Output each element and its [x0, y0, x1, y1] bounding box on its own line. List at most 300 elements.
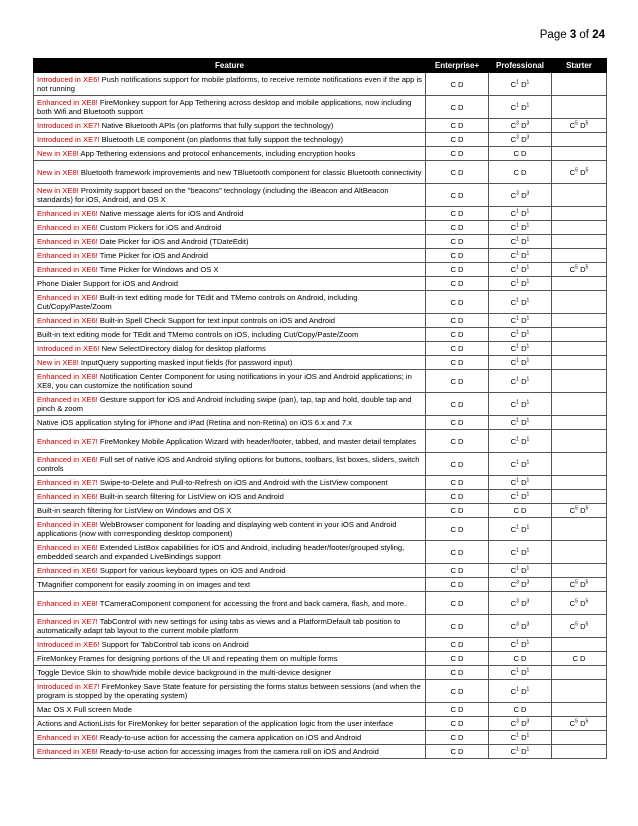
starter-d-letter: D	[580, 506, 586, 515]
starter-c-letter: C	[569, 506, 576, 515]
release-tag: Enhanced in XE6!	[37, 223, 98, 232]
table-row	[34, 207, 607, 221]
feature-cell	[34, 518, 426, 541]
professional-cell	[489, 235, 552, 249]
professional-c-footnote: 1	[516, 329, 519, 336]
professional-d-letter: D	[521, 316, 527, 325]
starter-cell	[552, 184, 607, 207]
professional-c-letter: C	[510, 478, 517, 487]
starter-d-letter: D	[580, 580, 586, 589]
professional-c-letter: C	[510, 344, 517, 353]
feature-cell	[34, 731, 426, 745]
release-tag: Enhanced in XE8!	[37, 520, 98, 529]
release-tag: New in XE8!	[37, 186, 79, 195]
enterprise-value: C D	[450, 654, 464, 663]
release-tag: Enhanced in XE6!	[37, 455, 98, 464]
professional-d-footnote: 1	[526, 667, 530, 674]
feature-text: Toggle Device Skin to show/hide mobile device background in the multi-device designer	[37, 668, 332, 677]
starter-cell	[552, 370, 607, 393]
table-row	[34, 119, 607, 133]
feature-cell	[34, 666, 426, 680]
release-tag: Enhanced in XE6!	[37, 733, 98, 742]
professional-c-footnote: 1	[516, 78, 519, 85]
table-row	[34, 490, 607, 504]
feature-cell	[34, 592, 426, 615]
professional-cell	[489, 184, 552, 207]
feature-text: Native message alerts for iOS and Android	[97, 209, 244, 218]
professional-c-footnote: 1	[516, 101, 519, 108]
enterprise-cell	[426, 578, 489, 592]
professional-cell	[489, 652, 552, 666]
enterprise-value: C D	[450, 524, 464, 534]
professional-c-letter: C	[510, 223, 517, 232]
professional-d-footnote: 1	[526, 250, 530, 257]
professional-cell	[489, 161, 552, 184]
feature-text: New SelectDirectory dialog for desktop platforms	[99, 344, 266, 353]
enterprise-cell	[426, 638, 489, 652]
feature-cell	[34, 147, 426, 161]
enterprise-value: C D	[450, 316, 464, 325]
enterprise-cell	[426, 680, 489, 703]
enterprise-cell	[426, 249, 489, 263]
starter-cell	[552, 328, 607, 342]
enterprise-value: C D	[450, 265, 464, 274]
enterprise-value: C D	[450, 376, 464, 386]
professional-d-letter: D	[521, 492, 527, 501]
release-tag: Introduced in XE6!	[37, 640, 100, 649]
feature-cell	[34, 541, 426, 564]
professional-d-letter: D	[521, 376, 527, 386]
professional-cell	[489, 147, 552, 161]
enterprise-value: C D	[450, 297, 464, 307]
professional-c-footnote: 1	[516, 236, 519, 243]
enterprise-cell	[426, 541, 489, 564]
release-tag: Enhanced in XE7!	[37, 617, 98, 626]
feature-cell	[34, 393, 426, 416]
table-row	[34, 416, 607, 430]
professional-cell	[489, 615, 552, 638]
starter-c-footnote: 5	[575, 264, 578, 271]
feature-text: FireMonkey Mobile Application Wizard with header/footer, tabbed, and master detail templates	[97, 436, 417, 446]
starter-cell	[552, 578, 607, 592]
professional-c-letter: C	[510, 209, 517, 218]
professional-d-letter: D	[521, 237, 527, 246]
professional-c-letter: C	[510, 330, 517, 339]
professional-d-letter: D	[521, 251, 527, 260]
enterprise-value: C D	[450, 149, 464, 158]
enterprise-value: C D	[450, 79, 464, 89]
professional-c-footnote: 1	[516, 250, 519, 257]
feature-text: TMagnifier component for easily zooming in on images and text	[37, 580, 251, 589]
starter-cell	[552, 263, 607, 277]
professional-c-letter: C	[510, 135, 517, 144]
release-tag: Enhanced in XE6!	[37, 316, 98, 325]
professional-c-letter: C	[510, 251, 517, 260]
enterprise-value: C D	[450, 251, 464, 260]
starter-c-footnote: 5	[575, 166, 578, 173]
professional-c-footnote: 3	[516, 134, 519, 141]
feature-cell	[34, 342, 426, 356]
professional-c-footnote: 1	[516, 222, 519, 229]
table-row	[34, 370, 607, 393]
starter-d-footnote: 5	[585, 264, 589, 271]
enterprise-value: C D	[450, 705, 464, 714]
feature-text: FireMonkey Save State feature for persisting the forms status between sessions (and when the program is stopped by the operating system)	[37, 682, 421, 700]
table-row	[34, 249, 607, 263]
release-tag: Enhanced in XE8!	[37, 98, 98, 107]
enterprise-cell	[426, 221, 489, 235]
enterprise-cell	[426, 745, 489, 759]
professional-d-footnote: 1	[526, 546, 530, 553]
starter-cell	[552, 342, 607, 356]
professional-cell	[489, 638, 552, 652]
table-row	[34, 518, 607, 541]
professional-c-footnote: 1	[516, 208, 519, 215]
feature-text: Push notifications support for mobile platforms, to receive remote notifications even if the app is not running	[37, 75, 422, 93]
professional-d-letter: D	[521, 358, 527, 367]
enterprise-value: C D	[450, 719, 464, 728]
professional-cell	[489, 342, 552, 356]
release-tag: Enhanced in XE6!	[37, 265, 98, 274]
enterprise-cell	[426, 235, 489, 249]
feature-text: Built-in text editing mode for TEdit and TMemo controls on Android, including Cut/Copy/Paste/Zoom	[37, 293, 358, 311]
enterprise-cell	[426, 453, 489, 476]
professional-c-footnote: 1	[516, 477, 519, 484]
professional-d-footnote: 1	[526, 491, 530, 498]
professional-c-letter: C	[510, 668, 517, 677]
professional-c-letter: C	[510, 265, 517, 274]
starter-cell	[552, 666, 607, 680]
professional-cell	[489, 541, 552, 564]
enterprise-cell	[426, 393, 489, 416]
professional-d-footnote: 1	[526, 375, 530, 382]
enterprise-cell	[426, 476, 489, 490]
starter-cell	[552, 504, 607, 518]
feature-text: Phone Dialer Support for iOS and Android	[37, 279, 178, 288]
professional-d-footnote: 1	[526, 278, 530, 285]
professional-c-letter: C	[510, 686, 517, 696]
starter-cell	[552, 518, 607, 541]
starter-cell	[552, 680, 607, 703]
enterprise-cell	[426, 147, 489, 161]
professional-c-footnote: 1	[516, 435, 519, 442]
professional-c-letter: C	[510, 459, 517, 469]
professional-d-footnote: 1	[526, 477, 530, 484]
enterprise-cell	[426, 342, 489, 356]
enterprise-value: C D	[450, 190, 464, 200]
table-row	[34, 703, 607, 717]
release-tag: Enhanced in XE6!	[37, 293, 98, 302]
professional-cell	[489, 490, 552, 504]
enterprise-value: C D	[450, 399, 464, 409]
professional-d-letter: D	[521, 547, 527, 557]
starter-cell	[552, 147, 607, 161]
starter-cell	[552, 731, 607, 745]
professional-d-letter: D	[521, 223, 527, 232]
release-tag: Enhanced in XE7!	[37, 436, 98, 446]
professional-d-footnote: 3	[526, 120, 530, 127]
enterprise-cell	[426, 314, 489, 328]
professional-c-letter: C	[510, 297, 517, 307]
professional-cell	[489, 328, 552, 342]
professional-cell	[489, 133, 552, 147]
starter-cell	[552, 703, 607, 717]
feature-text: Built-in text editing mode for TEdit and TMemo controls on iOS, including Cut/Copy/Paste/Zoom	[37, 330, 359, 339]
professional-d-footnote: 1	[526, 732, 530, 739]
professional-c-letter: C	[510, 580, 517, 589]
feature-text: Bluetooth LE component (on platforms that fully support the technology)	[99, 135, 344, 144]
feature-cell	[34, 96, 426, 119]
starter-cell	[552, 207, 607, 221]
professional-c-footnote: 1	[516, 398, 519, 405]
professional-cell	[489, 96, 552, 119]
starter-cell	[552, 314, 607, 328]
professional-c-footnote: 3	[516, 597, 519, 604]
professional-d-footnote: 1	[526, 343, 530, 350]
feature-text: Time Picker for Windows and OS X	[97, 265, 219, 274]
table-row	[34, 731, 607, 745]
professional-d-footnote: 1	[526, 78, 530, 85]
table-row	[34, 96, 607, 119]
professional-cell	[489, 263, 552, 277]
feature-text: FireMonkey Frames for designing portions of the UI and repeating them on multiple forms	[37, 654, 338, 663]
starter-c-letter: C	[569, 121, 576, 130]
feature-cell	[34, 717, 426, 731]
professional-cell	[489, 592, 552, 615]
starter-c-letter: C	[569, 167, 576, 177]
release-tag: Enhanced in XE6!	[37, 209, 98, 218]
professional-c-footnote: 1	[516, 264, 519, 271]
enterprise-value: C D	[450, 279, 464, 288]
professional-c-letter: C	[510, 719, 517, 728]
release-tag: Enhanced in XE7!	[37, 478, 98, 487]
professional-d-letter: D	[521, 79, 527, 89]
starter-cell	[552, 430, 607, 453]
professional-d-footnote: 1	[526, 296, 530, 303]
professional-c-footnote: 1	[516, 667, 519, 674]
enterprise-cell	[426, 133, 489, 147]
professional-cell	[489, 717, 552, 731]
enterprise-cell	[426, 564, 489, 578]
release-tag: Introduced in XE6!	[37, 344, 100, 353]
professional-d-letter: D	[521, 102, 527, 112]
professional-d-letter: D	[521, 399, 527, 409]
enterprise-cell	[426, 291, 489, 314]
professional-cell	[489, 680, 552, 703]
starter-cell	[552, 73, 607, 96]
professional-cell	[489, 731, 552, 745]
professional-d-footnote: 1	[526, 357, 530, 364]
feature-cell	[34, 578, 426, 592]
professional-c-letter: C	[510, 436, 517, 446]
starter-d-footnote: 5	[585, 597, 589, 604]
professional-cell	[489, 578, 552, 592]
feature-cell	[34, 73, 426, 96]
starter-c-letter: C	[569, 719, 576, 728]
starter-d-letter: D	[580, 621, 586, 631]
table-row	[34, 564, 607, 578]
enterprise-value: C D	[450, 358, 464, 367]
enterprise-value: C D	[450, 209, 464, 218]
professional-d-letter: D	[521, 668, 527, 677]
professional-cell	[489, 119, 552, 133]
table-row	[34, 147, 607, 161]
table-header-row	[34, 59, 607, 73]
professional-d-footnote: 1	[526, 435, 530, 442]
enterprise-cell	[426, 518, 489, 541]
professional-d-letter: D	[521, 265, 527, 274]
professional-c-footnote: 1	[516, 732, 519, 739]
feature-text: Proximity support based on the "beacons" technology (including the iBeacon and AltBeacon standards) for iOS, Android, and OS X	[37, 186, 389, 204]
professional-d-footnote: 3	[526, 718, 530, 725]
enterprise-cell	[426, 161, 489, 184]
professional-d-letter: D	[521, 344, 527, 353]
professional-d-letter: D	[521, 279, 527, 288]
professional-d-letter: D	[521, 190, 527, 200]
feature-cell	[34, 207, 426, 221]
feature-cell	[34, 652, 426, 666]
professional-d-letter: D	[521, 747, 527, 756]
release-tag: Introduced in XE7!	[37, 135, 100, 144]
enterprise-value: C D	[450, 418, 464, 427]
professional-d-footnote: 1	[526, 417, 530, 424]
feature-cell	[34, 430, 426, 453]
feature-cell	[34, 328, 426, 342]
professional-cell	[489, 745, 552, 759]
professional-d-letter: D	[521, 209, 527, 218]
professional-c-footnote: 3	[516, 718, 519, 725]
professional-d-footnote: 3	[526, 620, 530, 627]
professional-c-footnote: 1	[516, 639, 519, 646]
professional-d-footnote: 1	[526, 222, 530, 229]
table-row	[34, 73, 607, 96]
release-tag: Introduced in XE6!	[37, 75, 100, 84]
starter-cell	[552, 133, 607, 147]
release-tag: Enhanced in XE8!	[37, 598, 98, 608]
table-row	[34, 221, 607, 235]
professional-c-footnote: 3	[516, 189, 519, 196]
feature-cell	[34, 249, 426, 263]
starter-c-letter: C	[569, 598, 576, 608]
starter-cell	[552, 221, 607, 235]
enterprise-cell	[426, 73, 489, 96]
table-row	[34, 161, 607, 184]
professional-d-footnote: 1	[526, 315, 530, 322]
professional-d-letter: D	[521, 566, 527, 575]
page-number	[540, 29, 605, 41]
feature-cell	[34, 453, 426, 476]
professional-d-letter: D	[521, 524, 527, 534]
feature-matrix-table	[33, 58, 607, 759]
professional-c-letter: C	[510, 190, 517, 200]
enterprise-value: C D	[450, 330, 464, 339]
table-row	[34, 652, 607, 666]
professional-d-letter: D	[521, 719, 527, 728]
professional-c-letter: C	[510, 358, 517, 367]
professional-d-footnote: 1	[526, 458, 530, 465]
professional-cell	[489, 221, 552, 235]
release-tag: Enhanced in XE6!	[37, 543, 98, 552]
feature-text: InputQuery supporting masked input fields (for password input)	[78, 358, 293, 367]
header-starter: Starter	[552, 59, 607, 73]
table-row	[34, 504, 607, 518]
enterprise-value: C D	[450, 121, 464, 130]
page-prefix: Page	[539, 29, 570, 41]
professional-d-letter: D	[521, 580, 527, 589]
starter-c-footnote: 5	[575, 579, 578, 586]
table-row	[34, 680, 607, 703]
feature-text: Full set of native iOS and Android styling options for buttons, toolbars, list boxes, sliders, switch controls	[37, 455, 420, 473]
professional-c-letter: C	[510, 492, 517, 501]
enterprise-cell	[426, 370, 489, 393]
table-row	[34, 314, 607, 328]
starter-d-footnote: 5	[585, 166, 589, 173]
enterprise-value: C D	[450, 492, 464, 501]
feature-cell	[34, 291, 426, 314]
enterprise-cell	[426, 96, 489, 119]
starter-cell	[552, 476, 607, 490]
starter-cell	[552, 119, 607, 133]
enterprise-value: C D	[450, 237, 464, 246]
starter-c-footnote: 5	[575, 505, 578, 512]
header-professional: Professional	[489, 59, 552, 73]
professional-cell	[489, 453, 552, 476]
professional-d-footnote: 3	[526, 597, 530, 604]
professional-c-footnote: 1	[516, 565, 519, 572]
feature-cell	[34, 638, 426, 652]
professional-d-footnote: 3	[526, 134, 530, 141]
professional-d-letter: D	[521, 135, 527, 144]
feature-cell	[34, 314, 426, 328]
enterprise-cell	[426, 430, 489, 453]
table-row	[34, 393, 607, 416]
starter-c-letter: C	[569, 580, 576, 589]
professional-cell	[489, 356, 552, 370]
professional-d-footnote: 1	[526, 101, 530, 108]
professional-d-footnote: 1	[526, 523, 530, 530]
professional-c-footnote: 1	[516, 296, 519, 303]
enterprise-cell	[426, 184, 489, 207]
starter-cell	[552, 96, 607, 119]
professional-value: C D	[513, 705, 527, 714]
release-tag: Enhanced in XE6!	[37, 747, 98, 756]
professional-c-footnote: 1	[516, 375, 519, 382]
enterprise-value: C D	[450, 223, 464, 232]
professional-c-letter: C	[510, 79, 517, 89]
professional-c-letter: C	[510, 121, 517, 130]
starter-cell	[552, 638, 607, 652]
table-row	[34, 263, 607, 277]
release-tag: Enhanced in XE6!	[37, 395, 98, 404]
feature-text: FireMonkey support for App Tethering across desktop and mobile applications, now including both Wifi and Bluetooth support	[37, 98, 412, 116]
release-tag: Introduced in XE7!	[37, 682, 100, 691]
professional-c-letter: C	[510, 102, 517, 112]
feature-text: Notification Center Component for using notifications in your iOS and Android applications; in XE8, you can customize the notification sound	[37, 372, 412, 390]
enterprise-cell	[426, 328, 489, 342]
enterprise-cell	[426, 592, 489, 615]
professional-cell	[489, 430, 552, 453]
feature-cell	[34, 745, 426, 759]
enterprise-value: C D	[450, 580, 464, 589]
professional-c-footnote: 1	[516, 685, 519, 692]
professional-d-footnote: 3	[526, 189, 530, 196]
feature-cell	[34, 356, 426, 370]
professional-d-footnote: 1	[526, 329, 530, 336]
professional-cell	[489, 73, 552, 96]
professional-cell	[489, 703, 552, 717]
starter-cell	[552, 745, 607, 759]
feature-cell	[34, 161, 426, 184]
